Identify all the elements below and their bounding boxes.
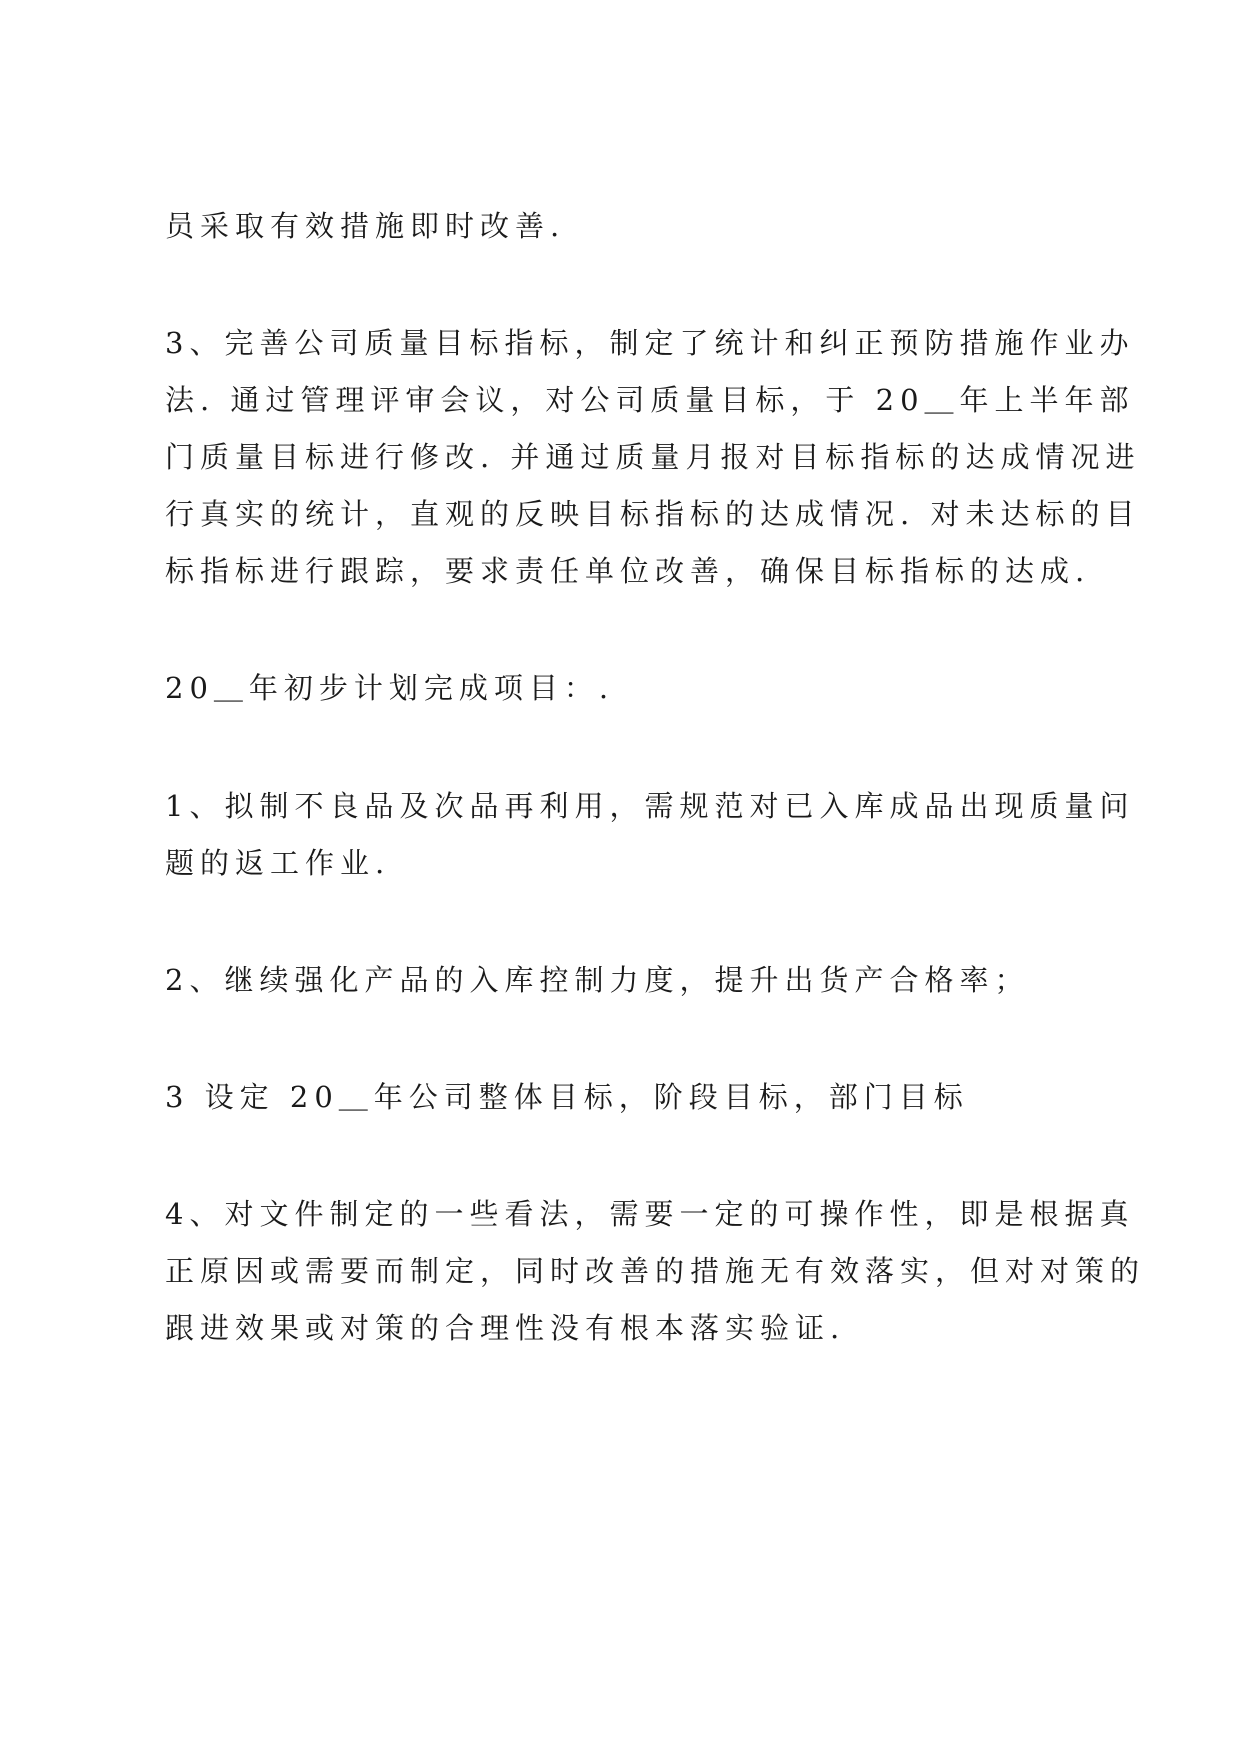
paragraph-line: 员采取有效措施即时改善. [165, 209, 566, 243]
paragraph-line: 门质量目标进行修改. 并通过质量月报对目标指标的达成情况进 [165, 440, 1141, 474]
paragraph-line: 正原因或需要而制定，同时改善的措施无有效落实，但对对策的 [165, 1254, 1146, 1288]
paragraph-line: 3、完善公司质量目标指标，制定了统计和纠正预防措施作业办 [165, 326, 1135, 360]
paragraph-line: 行真实的统计，直观的反映目标指标的达成情况. 对未达标的目 [165, 497, 1141, 531]
paragraph-line: 题的返工作业. [165, 846, 391, 880]
paragraph-line: 法. 通过管理评审会议，对公司质量目标，于 20＿年上半年部 [165, 383, 1135, 417]
paragraph-line: 2、继续强化产品的入库控制力度，提升出货产合格率； [165, 963, 1030, 997]
paragraph-line: 跟进效果或对策的合理性没有根本落实验证. [165, 1311, 846, 1345]
paragraph-line: 标指标进行跟踪，要求责任单位改善，确保目标指标的达成. [165, 554, 1091, 588]
paragraph-line: 20＿年初步计划完成项目：. [165, 671, 615, 705]
paragraph-line: 4、对文件制定的一些看法，需要一定的可操作性，即是根据真 [165, 1197, 1135, 1231]
paragraph-line: 1、拟制不良品及次品再利用，需规范对已入库成品出现质量问 [165, 789, 1135, 823]
paragraph-line: 3 设定 20＿年公司整体目标，阶段目标，部门目标 [165, 1080, 969, 1114]
